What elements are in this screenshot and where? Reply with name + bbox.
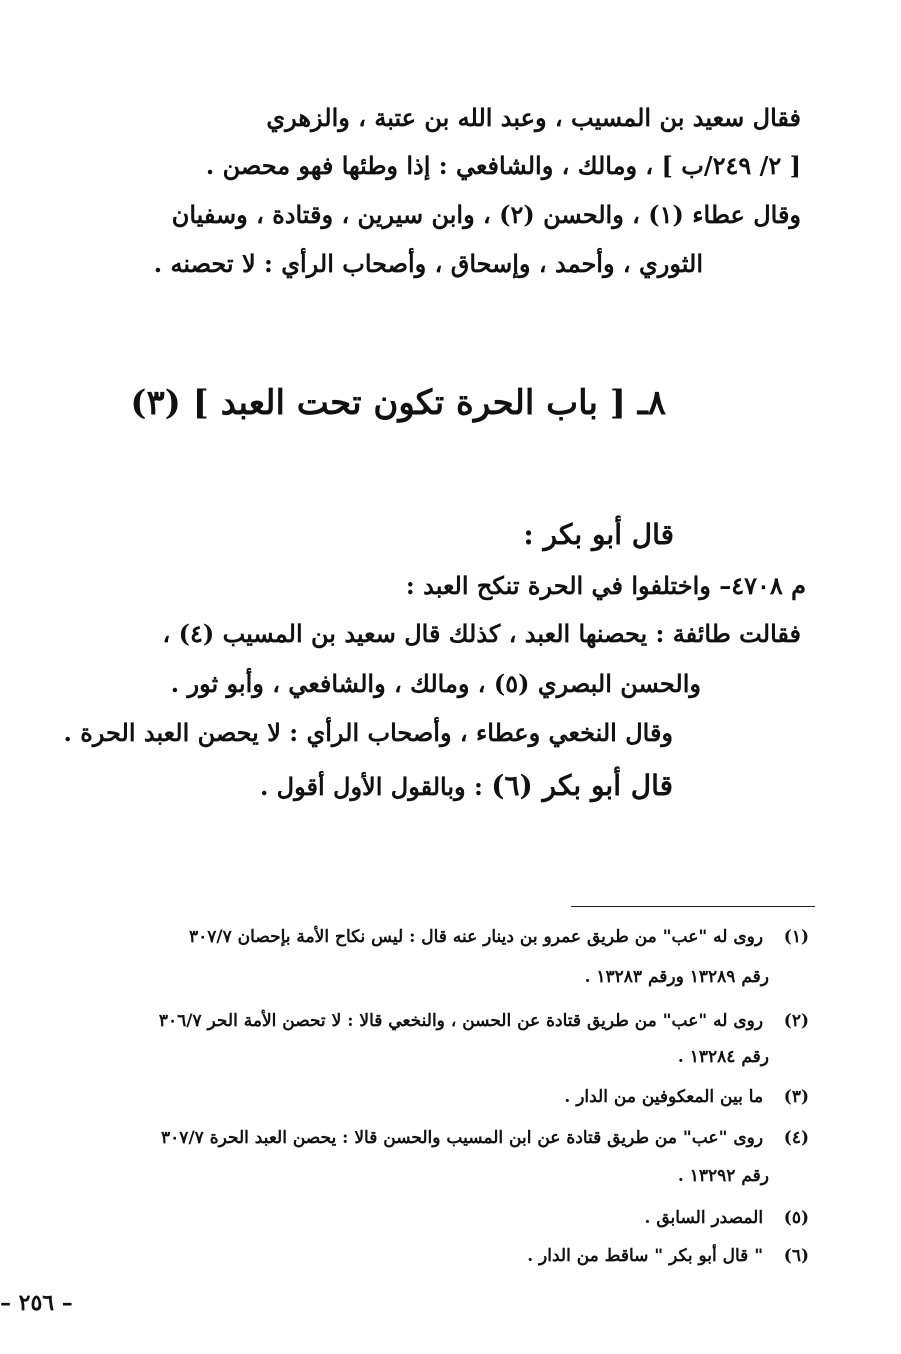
footnote-text: " قال أبو بكر " ساقط من الدار . <box>527 1246 764 1266</box>
footnote-text: ما بين المعكوفين من الدار . <box>564 1087 764 1107</box>
footnote-1-continuation: رقم ١٣٢٨٩ ورقم ١٣٢٨٣ . <box>584 967 769 987</box>
chapter-title: ٨ـ [ باب الحرة تكون تحت العبد ] (٣) <box>130 383 666 423</box>
footnote-3 <box>0 1086 809 1108</box>
author-heading: قال أبو بكر : <box>523 518 674 551</box>
conclusion-line <box>0 768 673 804</box>
footnote-number: (٣) <box>783 1087 809 1107</box>
footnote-6 <box>0 1245 809 1267</box>
page-number: – ٢٥٦ – <box>0 1290 73 1316</box>
footnote-text: روى له "عب" من طريق قتادة عن الحسن ، والنخعي قالا : لا تحصن الأمة الحر ٣٠٦/٧ <box>158 1011 764 1031</box>
section-line-1: فقالت طائفة : يحصنها العبد ، كذلك قال سعيد بن المسيب (٤) ، <box>162 619 801 648</box>
footnote-separator <box>571 906 815 907</box>
footnote-4-continuation: رقم ١٣٢٩٢ . <box>677 1166 769 1186</box>
footnote-number: (٥) <box>783 1208 809 1228</box>
footnote-4 <box>0 1127 809 1149</box>
footnote-2 <box>0 1010 809 1032</box>
section-line-2: والحسن البصري (٥) ، ومالك ، والشافعي ، وأبو ثور . <box>170 669 701 698</box>
footnote-number: (٦) <box>783 1246 809 1266</box>
conclusion-text: : وبالقول الأول أقول . <box>259 772 483 801</box>
footnote-text: روى له "عب" من طريق عمرو بن دينار عنه قال : ليس نكاح الأمة بإحصان ٣٠٧/٧ <box>189 927 764 947</box>
footnote-number: (٤) <box>783 1128 809 1148</box>
footnote-number: (١) <box>783 927 809 947</box>
passage-line-1: فقال سعيد بن المسيب ، وعبد الله بن عتبة ، والزهري <box>266 103 801 132</box>
footnote-text: المصدر السابق . <box>644 1208 764 1228</box>
footnote-text: روى "عب" من طريق قتادة عن ابن المسيب والحسن قالا : يحصن العبد الحرة ٣٠٧/٧ <box>161 1128 764 1148</box>
footnote-number: (٢) <box>783 1011 809 1031</box>
section-line-3: وقال النخعي وعطاء ، وأصحاب الرأي : لا يحصن العبد الحرة . <box>63 718 673 747</box>
footnote-5 <box>0 1207 809 1229</box>
footnote-2-continuation: رقم ١٣٢٨٤ . <box>677 1047 769 1067</box>
passage-line-4: الثوري ، وأحمد ، وإسحاق ، وأصحاب الرأي : لا تحصنه . <box>153 249 703 278</box>
footnote-1 <box>0 926 809 948</box>
passage-line-2: [ ٢/ ٢٤٩/ب ] ، ومالك ، والشافعي : إذا وطئها فهو محصن . <box>205 151 801 180</box>
conclusion-label: قال أبو بكر (٦) <box>491 769 673 802</box>
passage-line-3: وقال عطاء (١) ، والحسن (٢) ، وابن سيرين ، وقتادة ، وسفيان <box>171 200 801 229</box>
issue-line: م ٤٧٠٨– واختلفوا في الحرة تنكح العبد : <box>405 571 806 600</box>
